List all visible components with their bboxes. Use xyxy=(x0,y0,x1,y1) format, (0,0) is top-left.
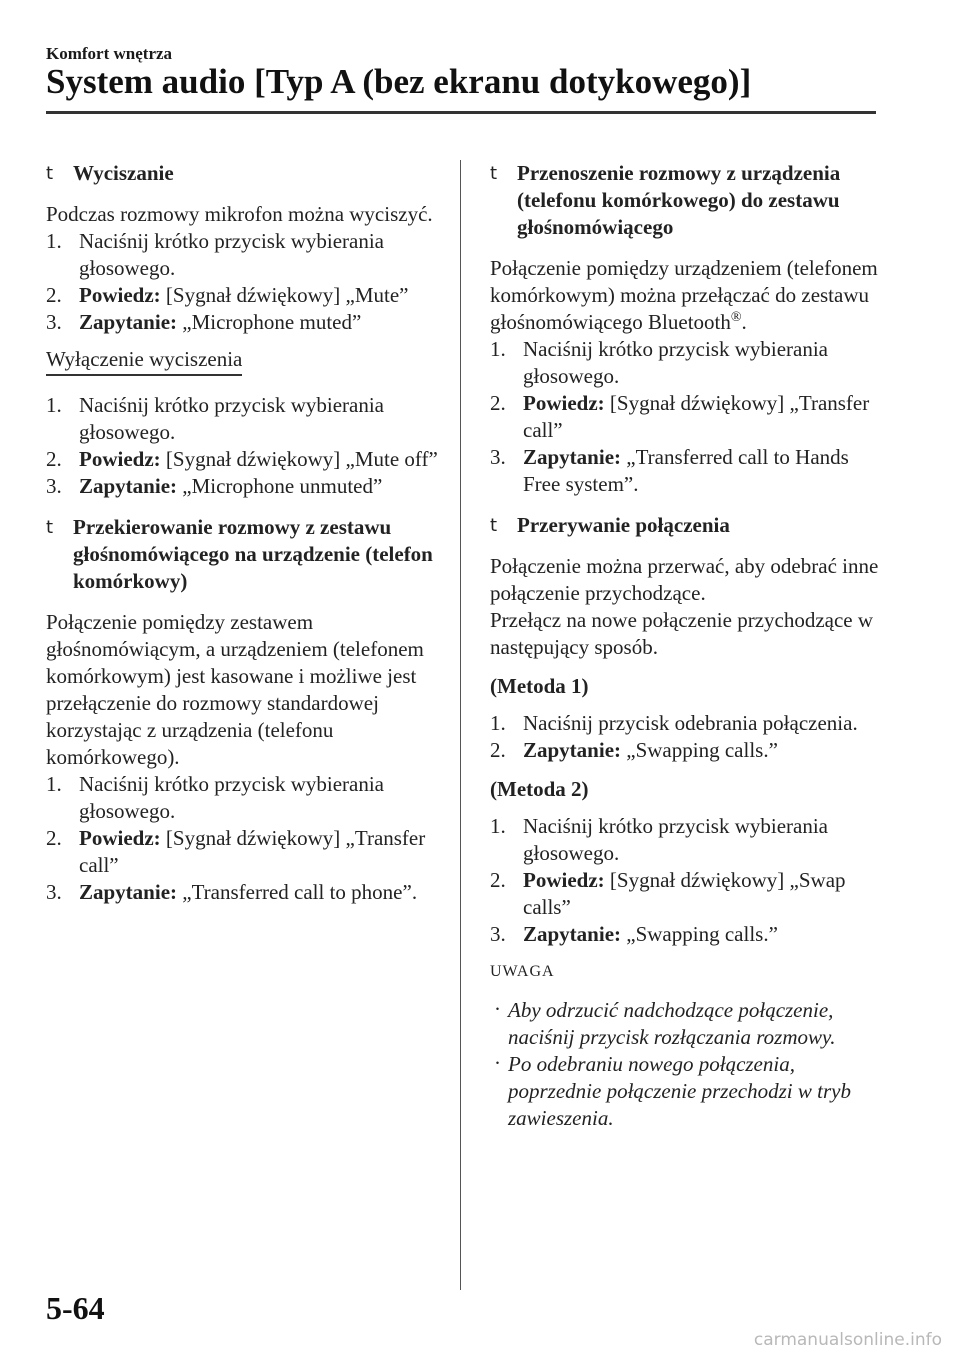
watermark-footer: carmanualsonline.info xyxy=(753,1330,942,1350)
registered-mark: ® xyxy=(730,310,742,325)
to-phone-steps xyxy=(46,771,446,906)
section-heading-mute: t Wyciszanie xyxy=(46,161,174,185)
unmute-steps xyxy=(46,392,446,500)
section-marker-icon: t xyxy=(490,163,498,184)
method-2-title: (Metoda 2) xyxy=(490,777,589,801)
step-item: 3. Zapytanie: „Transferred call to Hands Free system”. xyxy=(490,445,849,496)
section-heading-to-phone: t Przekierowanie rozmowy z zestawu głośnomówiącego na urządzenie (telefon komórkowy) xyxy=(46,515,433,593)
note-item: · Po odebraniu nowego połączenia, poprzednie połączenie przechodzi w tryb zawieszenia. xyxy=(494,1051,851,1130)
step-item: 3. Zapytanie: „Swapping calls.” xyxy=(490,922,778,946)
method-1-title: (Metoda 1) xyxy=(490,674,589,698)
section-heading-interrupt: t Przerywanie połączenia xyxy=(490,513,730,537)
note-item: · Aby odrzucić nadchodzące połączenie, naciśnij przycisk rozłączania rozmowy. xyxy=(494,997,836,1049)
step-item: 1. Naciśnij krótko przycisk wybierania głosowego. xyxy=(490,814,828,865)
step-item: 3. Zapytanie: „Microphone muted” xyxy=(46,310,362,334)
step-item: 2. Powiedz: [Sygnał dźwiękowy] „Mute” xyxy=(46,283,409,307)
step-item: 3. Zapytanie: „Transferred call to phone”. xyxy=(46,880,418,904)
method-2-steps xyxy=(490,813,885,948)
step-item: 2. Zapytanie: „Swapping calls.” xyxy=(490,738,778,762)
step-item: 2. Powiedz: [Sygnał dźwiękowy] „Transfer call” xyxy=(46,826,426,877)
chapter-label: Komfort wnętrza xyxy=(46,44,173,63)
column-divider xyxy=(460,160,461,1290)
section-heading-to-handsfree: t Przenoszenie rozmowy z urządzenia (telefonu komórkowego) do zestawu głośnomówiącego xyxy=(490,161,841,239)
section-marker-icon: t xyxy=(490,515,498,536)
step-item: 1. Naciśnij przycisk odebrania połączenia. xyxy=(490,711,858,735)
mute-intro: Podczas rozmowy mikrofon można wyciszyć. xyxy=(46,202,433,226)
interrupt-intro-2: Przełącz na nowe połączenie przychodzące w następujący sposób. xyxy=(490,608,874,659)
interrupt-intro-1: Połączenie można przerwać, aby odebrać inne połączenie przychodzące. xyxy=(490,554,879,605)
section-marker-icon: t xyxy=(46,517,54,538)
right-column xyxy=(490,160,885,1132)
subheading-unmute: Wyłączenie wyciszenia xyxy=(46,346,242,376)
method-1-steps xyxy=(490,710,885,764)
section-marker-icon: t xyxy=(46,163,54,184)
step-item: 2. Powiedz: [Sygnał dźwiękowy] „Mute off” xyxy=(46,447,438,471)
to-handsfree-intro: Połączenie pomiędzy urządzeniem (telefonem komórkowym) można przełączać do zestawu głośnomówiącego Bluetooth®. xyxy=(490,256,878,334)
step-item: 2. Powiedz: [Sygnał dźwiękowy] „Transfer call” xyxy=(490,391,870,442)
bullet-icon: · xyxy=(494,1051,501,1075)
step-item: 2. Powiedz: [Sygnał dźwiękowy] „Swap calls” xyxy=(490,868,846,919)
step-item: 1. Naciśnij krótko przycisk wybierania głosowego. xyxy=(490,337,828,388)
step-item: 1. Naciśnij krótko przycisk wybierania głosowego. xyxy=(46,772,384,823)
page-number: 5-64 xyxy=(46,1290,105,1326)
note-list xyxy=(490,997,885,1132)
step-item: 3. Zapytanie: „Microphone unmuted” xyxy=(46,474,383,498)
page-title: System audio [Typ A (bez ekranu dotykowego)] xyxy=(46,62,752,101)
to-handsfree-steps xyxy=(490,336,885,498)
step-item: 1. Naciśnij krótko przycisk wybierania głosowego. xyxy=(46,393,384,444)
note-title: UWAGA xyxy=(490,963,555,980)
title-rule xyxy=(46,111,876,114)
bullet-icon: · xyxy=(494,997,501,1021)
to-phone-intro: Połączenie pomiędzy zestawem głośnomówiącym, a urządzeniem (telefonem komórkowym) jest kasowane i możliwe jest przełączenie do rozmowy standardowej korzystając z urządzenia (telefonu komórkowego). xyxy=(46,610,424,769)
mute-steps xyxy=(46,228,446,336)
step-item: 1. Naciśnij krótko przycisk wybierania głosowego. xyxy=(46,229,384,280)
left-column xyxy=(46,160,446,906)
